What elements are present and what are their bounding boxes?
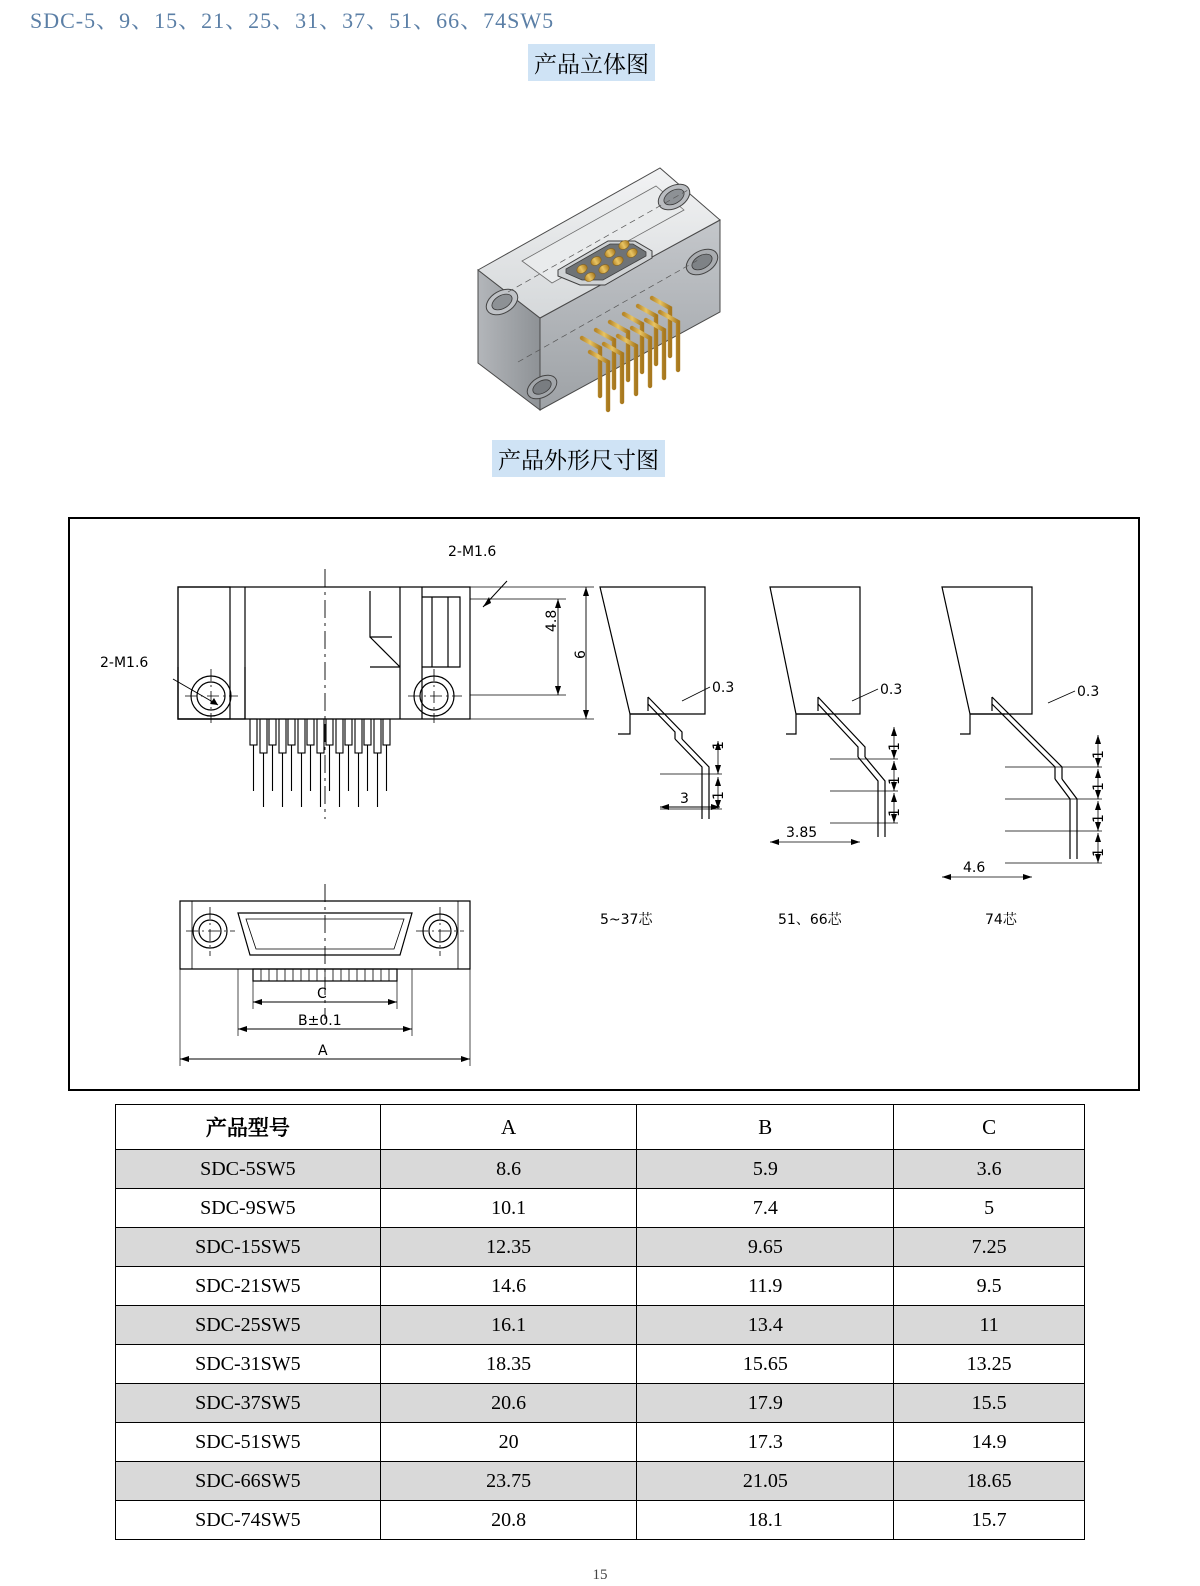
- label-dim-3-85: 3.85: [786, 825, 818, 841]
- caption-view-74: 74芯: [985, 912, 1017, 928]
- label-dim-4-8: 4.8: [544, 609, 560, 632]
- cell-a: 12.35: [380, 1228, 637, 1267]
- cell-a: 23.75: [380, 1462, 637, 1501]
- label-dim-1: 1: [887, 742, 903, 751]
- label-dim-0-3-b: 0.3: [880, 682, 903, 698]
- detail-view-74: [942, 587, 1077, 859]
- section-title-dimension-drawing: 产品外形尺寸图: [492, 440, 665, 477]
- cell-a: 20.6: [380, 1384, 637, 1423]
- cell-c: 9.5: [894, 1267, 1085, 1306]
- cell-b: 17.3: [637, 1423, 894, 1462]
- cell-model: SDC-9SW5: [116, 1189, 381, 1228]
- label-dim-a: A: [318, 1043, 328, 1059]
- table-row: [116, 1306, 1085, 1345]
- label-dim-1: 1: [887, 776, 903, 785]
- cell-model: SDC-37SW5: [116, 1384, 381, 1423]
- label-dim-3: 3: [680, 791, 689, 807]
- label-dim-b: B±0.1: [298, 1013, 342, 1029]
- cell-b: 7.4: [637, 1189, 894, 1228]
- cell-c: 11: [894, 1306, 1085, 1345]
- column-header-c: C: [894, 1105, 1085, 1150]
- cell-b: 17.9: [637, 1384, 894, 1423]
- cell-b: 11.9: [637, 1267, 894, 1306]
- cell-c: 15.5: [894, 1384, 1085, 1423]
- specification-table: [115, 1104, 1085, 1540]
- label-dim-4-6: 4.6: [963, 860, 986, 876]
- label-dim-1: 1: [1091, 848, 1107, 857]
- cell-a: 20.8: [380, 1501, 637, 1540]
- column-header-b: B: [637, 1105, 894, 1150]
- cell-b: 15.65: [637, 1345, 894, 1384]
- page-number: 15: [592, 1567, 608, 1583]
- caption-view-5-37: 5~37芯: [600, 912, 653, 928]
- cell-model: SDC-31SW5: [116, 1345, 381, 1384]
- cell-model: SDC-25SW5: [116, 1306, 381, 1345]
- table-row: [116, 1345, 1085, 1384]
- cell-a: 14.6: [380, 1267, 637, 1306]
- label-dim-c: C: [317, 986, 327, 1002]
- label-dim-0-3-c: 0.3: [1077, 684, 1100, 700]
- label-thread-left: 2-M1.6: [100, 655, 149, 671]
- dimension-drawing-frame: [68, 517, 1140, 1091]
- cell-c: 7.25: [894, 1228, 1085, 1267]
- cell-b: 21.05: [637, 1462, 894, 1501]
- cell-c: 14.9: [894, 1423, 1085, 1462]
- column-header-model: 产品型号: [116, 1105, 381, 1150]
- cell-c: 13.25: [894, 1345, 1085, 1384]
- cell-a: 16.1: [380, 1306, 637, 1345]
- column-header-a: A: [380, 1105, 637, 1150]
- product-3d-illustration: [430, 80, 790, 430]
- cell-b: 5.9: [637, 1150, 894, 1189]
- label-dim-1: 1: [1091, 814, 1107, 823]
- page-header-title: SDC-5、9、15、21、25、31、37、51、66、74SW5: [30, 8, 555, 33]
- cell-c: 5: [894, 1189, 1085, 1228]
- table-row: [116, 1189, 1085, 1228]
- cell-model: SDC-21SW5: [116, 1267, 381, 1306]
- side-view-main: [178, 587, 470, 719]
- label-dim-1: 1: [1091, 750, 1107, 759]
- cell-model: SDC-5SW5: [116, 1150, 381, 1189]
- table-row: [116, 1150, 1085, 1189]
- caption-view-51-66: 51、66芯: [778, 912, 842, 928]
- label-thread-top: 2-M1.6: [448, 544, 497, 560]
- cell-c: 3.6: [894, 1150, 1085, 1189]
- cell-model: SDC-51SW5: [116, 1423, 381, 1462]
- cell-model: SDC-74SW5: [116, 1501, 381, 1540]
- cell-a: 10.1: [380, 1189, 637, 1228]
- table-row: [116, 1384, 1085, 1423]
- cell-b: 13.4: [637, 1306, 894, 1345]
- cell-b: 18.1: [637, 1501, 894, 1540]
- detail-view-5-37: [600, 587, 709, 819]
- label-dim-1: 1: [711, 741, 727, 750]
- label-dim-1: 1: [887, 808, 903, 817]
- cell-c: 15.7: [894, 1501, 1085, 1540]
- cell-model: SDC-15SW5: [116, 1228, 381, 1267]
- table-row: [116, 1501, 1085, 1540]
- label-dim-6: 6: [573, 650, 589, 659]
- label-dim-1: 1: [1091, 782, 1107, 791]
- cell-a: 20: [380, 1423, 637, 1462]
- side-view-pins: [250, 719, 390, 807]
- cell-a: 18.35: [380, 1345, 637, 1384]
- cell-model: SDC-66SW5: [116, 1462, 381, 1501]
- table-row: [116, 1267, 1085, 1306]
- cell-b: 9.65: [637, 1228, 894, 1267]
- table-row: [116, 1423, 1085, 1462]
- table-row: [116, 1462, 1085, 1501]
- label-dim-1: 1: [711, 791, 727, 800]
- table-row: [116, 1228, 1085, 1267]
- cell-a: 8.6: [380, 1150, 637, 1189]
- table-header-row: [116, 1105, 1085, 1150]
- cell-c: 18.65: [894, 1462, 1085, 1501]
- label-dim-0-3-a: 0.3: [712, 680, 735, 696]
- detail-view-51-66: [770, 587, 885, 837]
- section-title-3d-view: 产品立体图: [528, 44, 655, 81]
